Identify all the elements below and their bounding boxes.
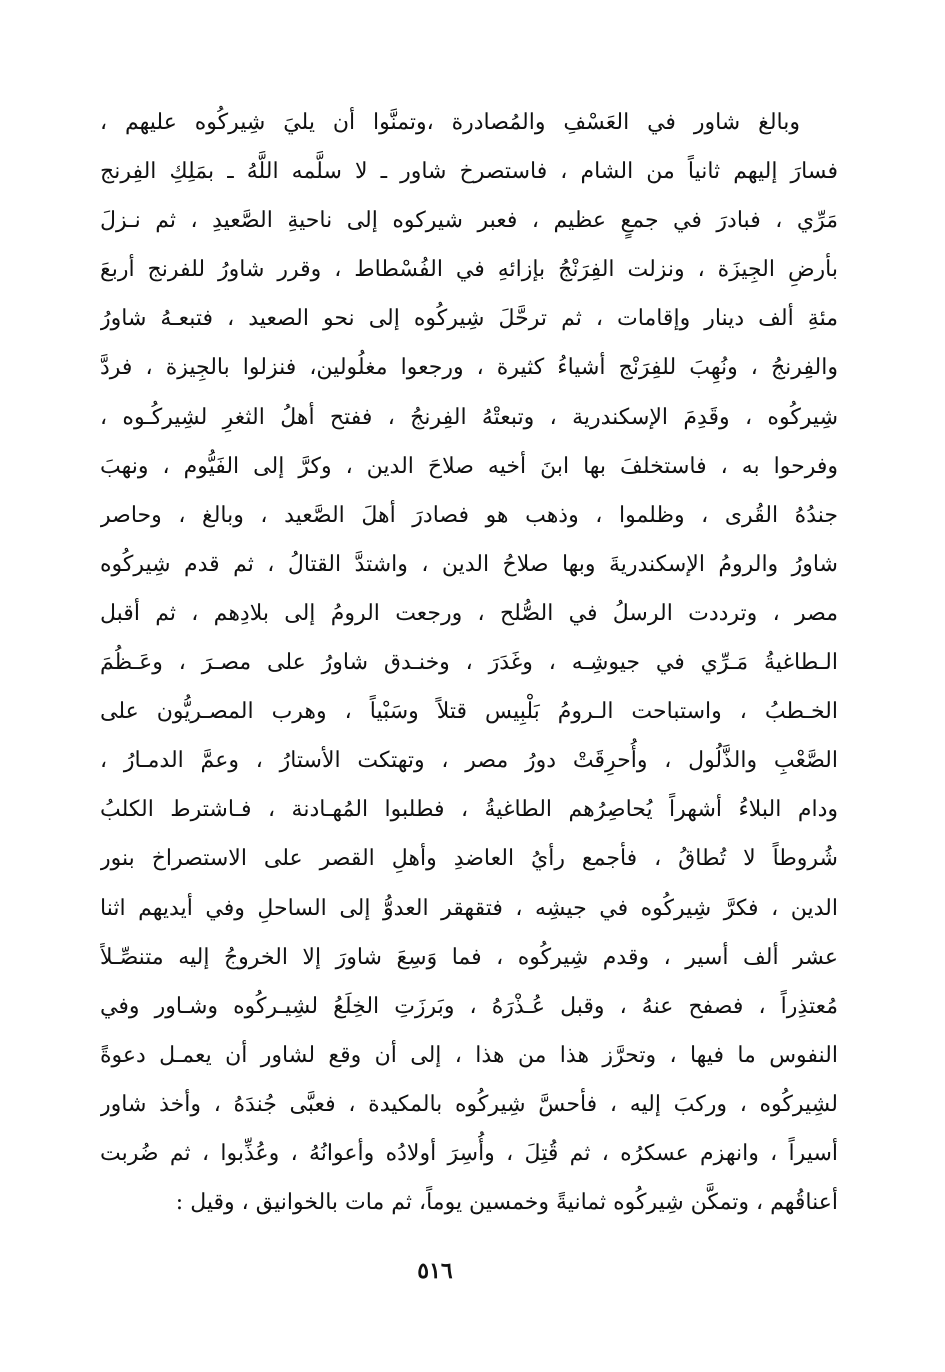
- text-line: شِيركُوه ، وقَدِمَ الإسكندرية ، وتبعتْهُ الفِرنجُ ، ففتح أهلُ الثغرِ لشِيركُـوه ،: [100, 404, 838, 430]
- text-line: أسيراً ، وانهزم عسكرُه ، ثم قُتِلَ ، وأُسِرَ أولادُه وأعوانُهُ ، وعُذِّبوا ، ثم ضُربت: [100, 1140, 838, 1166]
- text-line: مُعتذِراً ، فصفح عنهُ ، وقبل عُـذْرَهُ ، وبَرزَتِ الخِلَعُ لشِيـركُوه وشـاور وفي: [100, 993, 838, 1019]
- text-line: جندُهُ القُرى ، وظلموا ، وذهب هو فصادرَ أهلَ الصَّعيد ، وبالغ ، وحاصر: [100, 502, 838, 528]
- text-line: لشِيركُوه ، وركبَ إليه ، فأحسَّ شِيركُوه بالمكيدة ، فعبَّى جُندَهُ ، وأخذ شاور: [100, 1091, 838, 1117]
- text-line: فسارَ إليهم ثانياً من الشام ، فاستصرخ شاور ـ لا سلَّمه اللَّهُ ـ بمَلِكِ الفِرنج: [100, 159, 838, 185]
- text-line: النفوس ما فيها ، وتحرَّز هذا من هذا ، إلى أن وقع لشاور أن يعمـل دعوةً: [100, 1042, 838, 1068]
- text-line: والفِرنجُ ، ونُهِبَ للفِرَنْج أشياءُ كثيرة ، ورجعوا مغلُولين، فنزلوا بالجِيزة ، فردَّ: [100, 355, 838, 381]
- page-number: ٥١٦: [417, 1258, 453, 1284]
- text-line: الخـطبُ ، واستباحت الـرومُ بَلْبِيس قتلاً وسَبْياً ، وهرب المصـريُّون على: [100, 699, 838, 725]
- text-line: مصر ، وترددت الرسلُ في الصُّلح ، ورجعت الرومُ إلى بلادِهم ، ثم أقبل: [100, 600, 838, 626]
- text-line: شاورُ والرومُ الإسكندريةَ وبها صلاحُ الدين ، واشتدَّ القتالُ ، ثم قدم شِيركُوه: [100, 551, 838, 577]
- text-line: ودام البلاءُ أشهراً يُحاصِرُهم الطاغيةُ ، فطلبوا المُهـادنة ، فـاشترط الكلبُ: [100, 797, 838, 823]
- text-line: شُروطاً لا تُطاقُ ، فأجمع رأيُ العاضدِ وأهلِ القصر على الاستصراخ بنور: [100, 846, 838, 872]
- text-line: مَرِّي ، فبادرَ في جمعٍ عظيم ، فعبر شيركوه إلى ناحيةِ الصَّعيدِ ، ثم نـزلَ: [100, 208, 838, 234]
- text-line: أعناقُهم ، وتمكَّن شِيركُوه ثمانيةً وخمسين يوماً، ثم مات بالخوانيق ، وقيل :: [175, 1190, 838, 1216]
- text-line: بأرضِ الجِيزَة ، ونزلت الفِرَنْجُ بإزائهِ في الفُسْطاط ، وقرر شاورُ للفرنج أربعَ: [100, 257, 838, 283]
- text-line: وبالغ شاور في العَسْفِ والمُصادرة ،وتمنَّوا أن يليَ شِيركُوه عليهم ،: [100, 110, 800, 135]
- text-line: عشر ألف أسير ، وقدم شِيركُوه ، فما وَسِعَ شاورَ إلا الخروجُ إليه متنصِّـلاً: [100, 944, 838, 970]
- body-text: [100, 98, 838, 1227]
- text-line: مئةِ ألف دينار وإقامات ، ثم ترحَّلَ شِيركُوه إلى نحو الصعيد ، فتبعـهُ شاورُ: [100, 306, 838, 332]
- text-line: الـطاغيةُ مَـرِّي في جيوشِـه ، وغَدَرَ ، وخنـدق شاورُ على مصـرَ ، وعَـظُمَ: [100, 650, 838, 676]
- text-line: وفرحوا به ، فاستخلفَ بها ابنَ أخيه صلاحَ الدين ، وكرَّ إلى الفَيُّوم ، ونهبَ: [100, 453, 838, 479]
- text-line: الصَّعْبِ والذَّلُول ، وأُحرِقَتْ دورُ مصر ، وتهتكت الأستارُ ، وعمَّ الدمـارُ ،: [100, 748, 838, 774]
- text-line: الدين ، فكرَّ شِيركُوه في جيشِه ، فتقهقر العدوُّ إلى الساحلِ وفي أيديهم اثنا: [100, 895, 838, 921]
